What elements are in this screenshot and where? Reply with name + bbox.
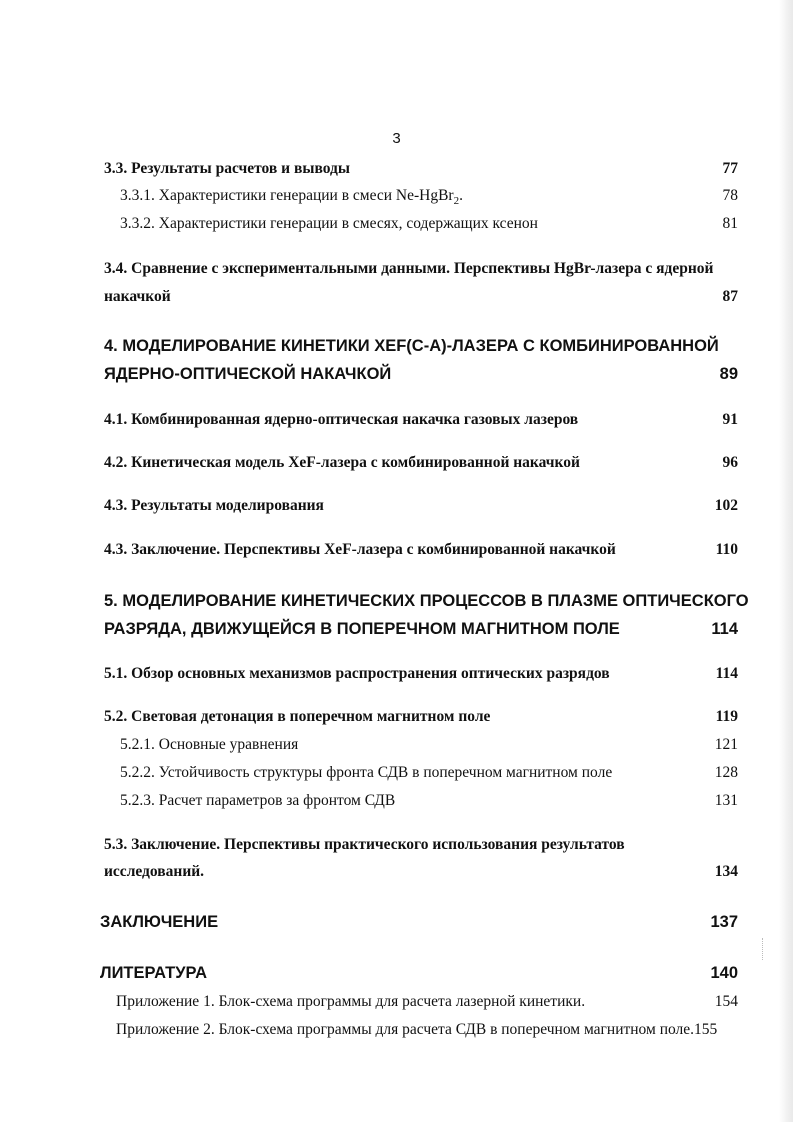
- toc-entry-title-cont: исследований.: [104, 863, 205, 880]
- toc-chapter-page: 114: [711, 620, 738, 638]
- toc-entry-title: 4.3. Заключение. Перспективы XeF-лазера с комбинированной накачкой: [104, 541, 616, 558]
- toc-entry-title: Приложение 1. Блок-схема программы для расчета лазерной кинетики.: [116, 993, 586, 1010]
- toc-entry-title: 5.2. Световая детонация в поперечном магнитном поле: [104, 708, 491, 725]
- toc-entry-page: 121: [714, 736, 738, 753]
- toc-entry-page: 96: [722, 454, 738, 471]
- toc-entry-page: 155: [694, 1021, 718, 1038]
- toc-entry-title: 5.1. Обзор основных механизмов распространения оптических разрядов: [104, 665, 610, 682]
- scan-artifact: [762, 938, 765, 960]
- toc-chapter-page: 89: [719, 365, 738, 383]
- scan-edge-shadow: [779, 0, 793, 1122]
- toc-entry-title: 4.3. Результаты моделирования: [104, 497, 324, 514]
- toc-chapter-title: 4. МОДЕЛИРОВАНИЕ КИНЕТИКИ XEF(C-A)-ЛАЗЕРА С КОМБИНИРОВАННОЙ: [104, 337, 719, 355]
- toc-chapter-page: 137: [710, 913, 738, 931]
- toc-entry-title: 3.3.2. Характеристики генерации в смесях, содержащих ксенон: [120, 215, 538, 232]
- toc-entry-page: 134: [714, 863, 738, 880]
- toc-chapter-page: 140: [710, 964, 738, 982]
- toc-entry-title: Приложение 2. Блок-схема программы для расчета СДВ в поперечном магнитном поле.155: [116, 1021, 718, 1038]
- toc-entry-page: 110: [715, 541, 738, 558]
- toc-chapter-title: ЗАКЛЮЧЕНИЕ: [100, 913, 219, 931]
- toc-entry-title: 5.2.3. Расчет параметров за фронтом СДВ: [120, 792, 396, 809]
- toc-entry-title: 5.2.2. Устойчивость структуры фронта СДВ в поперечном магнитном поле: [120, 764, 613, 781]
- toc-chapter-title-cont: ЯДЕРНО-ОПТИЧЕСКОЙ НАКАЧКОЙ: [104, 365, 392, 383]
- toc-entry-page: 119: [715, 708, 738, 725]
- toc-entry-page: 81: [722, 215, 738, 232]
- toc-chapter-title: ЛИТЕРАТУРА: [100, 964, 207, 982]
- toc-entry-title-cont: накачкой: [104, 288, 171, 305]
- toc-entry-page: 131: [714, 792, 738, 809]
- toc-entry-title: 3.3.1. Характеристики генерации в смеси Ne-HgBr$_2$.: [120, 187, 463, 208]
- toc-entry-page: 114: [715, 665, 738, 682]
- toc-entry-page: 102: [714, 497, 738, 514]
- toc-entry-title: 4.2. Кинетическая модель XeF-лазера с комбинированной накачкой: [104, 454, 580, 471]
- toc-entry-title: 5.2.1. Основные уравнения: [120, 736, 299, 753]
- toc-entry-page: 77: [722, 160, 738, 177]
- toc-entry-title: 5.3. Заключение. Перспективы практического использования результатов: [104, 836, 625, 853]
- toc-entry-page: 128: [714, 764, 738, 781]
- toc-entry-page: 78: [722, 187, 738, 204]
- page-number: 3: [392, 130, 401, 147]
- toc-chapter-title-cont: РАЗРЯДА, ДВИЖУЩЕЙСЯ В ПОПЕРЕЧНОМ МАГНИТНОМ ПОЛЕ: [104, 620, 620, 638]
- toc-appendix-2[interactable]: [116, 1021, 738, 1039]
- toc-entry-title: 4.1. Комбинированная ядерно-оптическая накачка газовых лазеров: [104, 411, 579, 428]
- toc-entry-page: 91: [722, 411, 738, 428]
- toc-entry-page: 154: [714, 993, 738, 1010]
- toc-chapter-title: 5. МОДЕЛИРОВАНИЕ КИНЕТИЧЕСКИХ ПРОЦЕССОВ В ПЛАЗМЕ ОПТИЧЕСКОГО: [104, 592, 749, 610]
- toc-entry-title: 3.4. Сравнение с экспериментальными данными. Перспективы HgBr-лазера с ядерной: [104, 260, 714, 277]
- toc-entry-page: 87: [722, 288, 738, 305]
- toc-entry-title: 3.3. Результаты расчетов и выводы: [104, 160, 350, 177]
